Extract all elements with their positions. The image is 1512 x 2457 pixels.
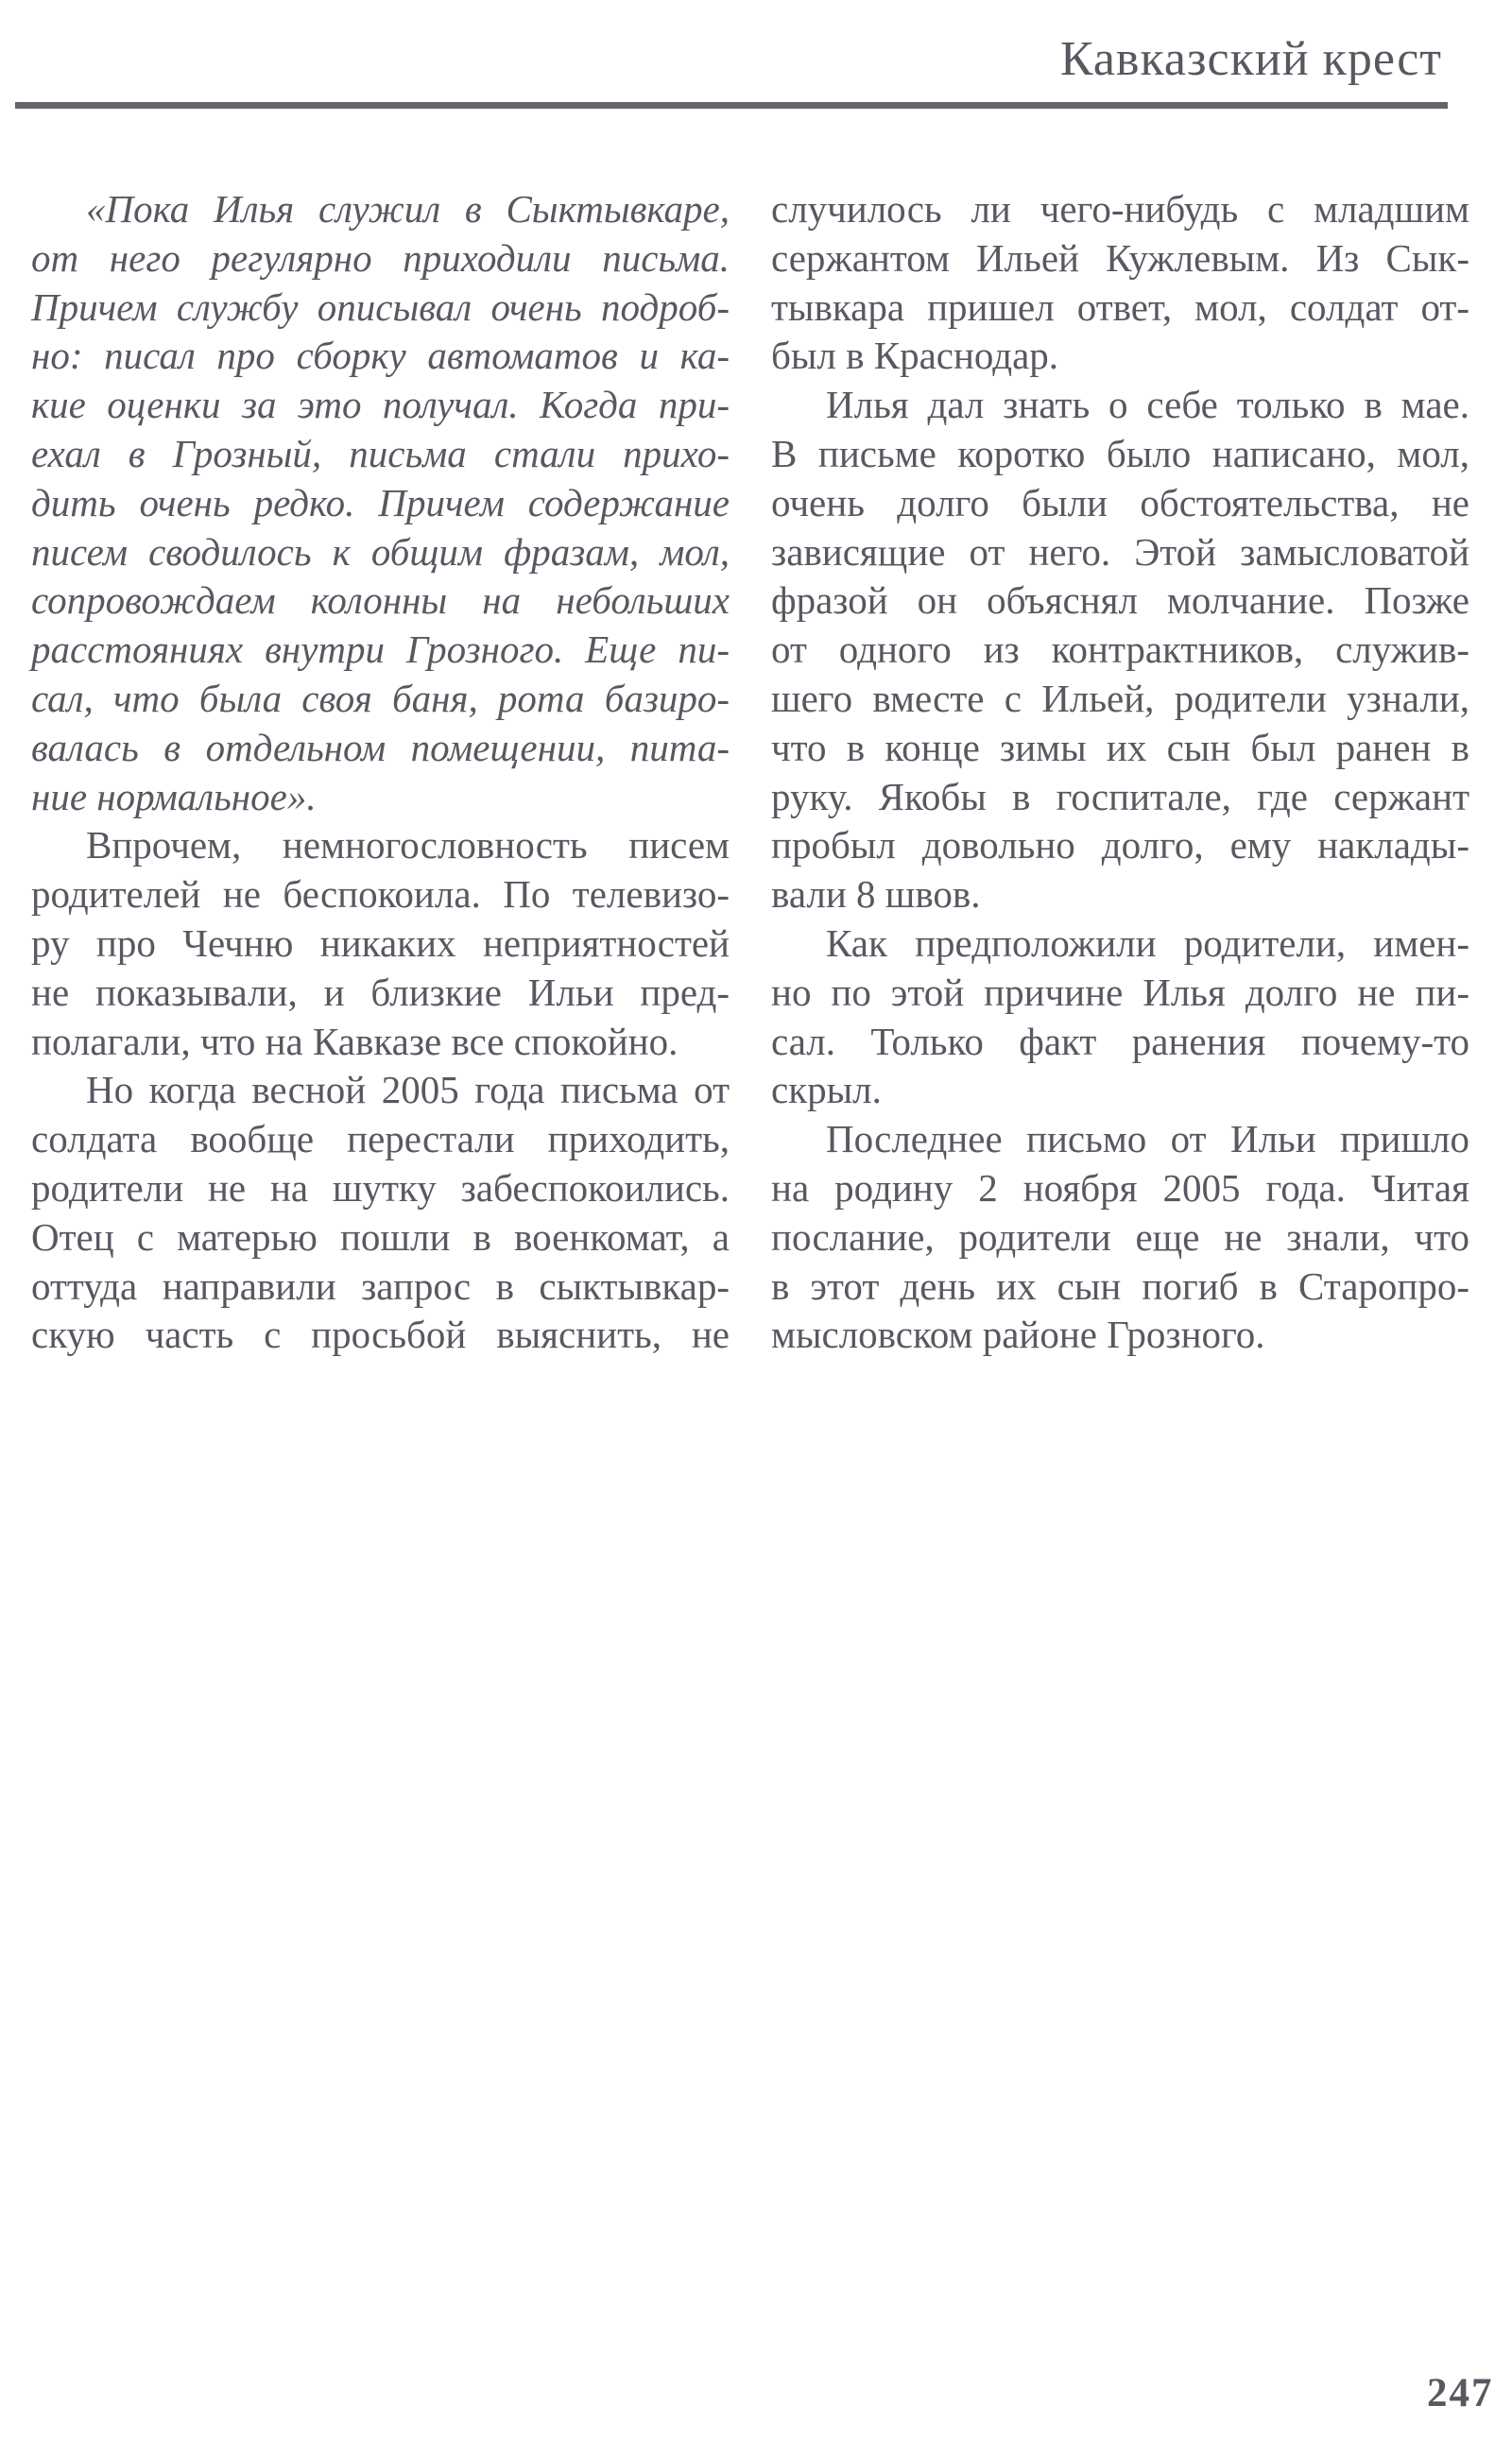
text-line: ру про Чечню никаких неприятностей: [31, 920, 730, 965]
text-line: скую часть с просьбой выяснить, не: [31, 1313, 730, 1357]
text-line: В письме коротко было написано, мол,: [771, 431, 1469, 475]
text-line: оттуда направили запрос в сыктывкар-: [31, 1263, 730, 1308]
text-line: но: писал про сборку автоматов и ка-: [31, 334, 730, 378]
text-line: пробыл довольно долго, ему наклады-: [771, 823, 1469, 868]
text-line: был в Краснодар.: [771, 334, 1059, 378]
text-line: родители не на шутку забеспокоились.: [31, 1165, 730, 1210]
text-line: руку. Якобы в госпитале, где сержант: [771, 774, 1469, 818]
text-line: послание, родители еще не знали, что: [771, 1214, 1469, 1259]
page-number: 247: [1427, 2371, 1494, 2415]
text-line: скрыл.: [771, 1068, 882, 1112]
text-line: «Пока Илья служил в Сыктывкаре,: [86, 187, 730, 231]
text-line: вали 8 швов.: [771, 872, 981, 917]
text-line: зависящие от него. Этой замысловатой: [771, 529, 1469, 574]
text-line: сал. Только факт ранения почему-то: [771, 1019, 1469, 1063]
text-line: солдата вообще перестали приходить,: [31, 1117, 730, 1161]
text-line: кие оценки за это получал. Когда при-: [31, 383, 730, 427]
right-text-column: [771, 185, 1469, 1360]
running-head-title: Кавказский крест: [1059, 32, 1442, 86]
text-line: шего вместе с Ильей, родители узнали,: [771, 676, 1469, 720]
text-line: сержантом Ильей Кужлевым. Из Сык-: [771, 235, 1469, 280]
text-line: не показывали, и близкие Ильи пред-: [31, 970, 730, 1014]
text-line: сопровождаем колонны на небольших: [31, 578, 730, 623]
text-line: но по этой причине Илья долго не пи-: [771, 970, 1469, 1014]
text-line: ехал в Грозный, письма стали прихо-: [31, 431, 730, 475]
text-line: Отец с матерью пошли в военкомат, а: [31, 1214, 730, 1259]
text-line: что в конце зимы их сын был ранен в: [771, 725, 1469, 769]
text-line: очень долго были обстоятельства, не: [771, 480, 1469, 524]
text-line: случилось ли чего-нибудь с младшим: [771, 187, 1469, 231]
text-line: сал, что была своя баня, рота базиро-: [31, 676, 730, 720]
text-line: в этот день их сын погиб в Старопро-: [771, 1263, 1469, 1308]
text-line: на родину 2 ноября 2005 года. Читая: [771, 1165, 1469, 1210]
text-line: Но когда весной 2005 года письма от: [86, 1068, 730, 1112]
text-line: писем сводилось к общим фразам, мол,: [31, 529, 730, 574]
header-rule-divider: [15, 102, 1448, 109]
text-line: фразой он объяснял молчание. Позже: [771, 578, 1469, 623]
left-text-column: [31, 185, 730, 1360]
text-line: расстояниях внутри Грозного. Еще пи-: [31, 627, 730, 672]
text-line: Как предположили родители, имен-: [826, 920, 1469, 965]
text-line: от него регулярно приходили письма.: [31, 235, 730, 280]
text-line: от одного из контрактников, служив-: [771, 627, 1469, 672]
text-line: тывкара пришел ответ, мол, солдат от-: [771, 284, 1469, 329]
text-line: валась в отдельном помещении, пита-: [31, 725, 730, 769]
text-line: ние нормальное».: [31, 774, 317, 818]
text-columns: [31, 185, 1469, 1360]
text-line: Илья дал знать о себе только в мае.: [826, 383, 1469, 427]
text-line: мысловском районе Грозного.: [771, 1313, 1265, 1357]
text-line: Причем службу описывал очень подроб-: [31, 284, 730, 329]
text-line: дить очень редко. Причем содержание: [31, 480, 730, 524]
text-line: полагали, что на Кавказе все спокойно.: [31, 1019, 679, 1063]
text-line: Впрочем, немногословность писем: [86, 823, 730, 868]
text-line: Последнее письмо от Ильи пришло: [826, 1117, 1469, 1161]
text-line: родителей не беспокоила. По телевизо-: [31, 872, 730, 917]
